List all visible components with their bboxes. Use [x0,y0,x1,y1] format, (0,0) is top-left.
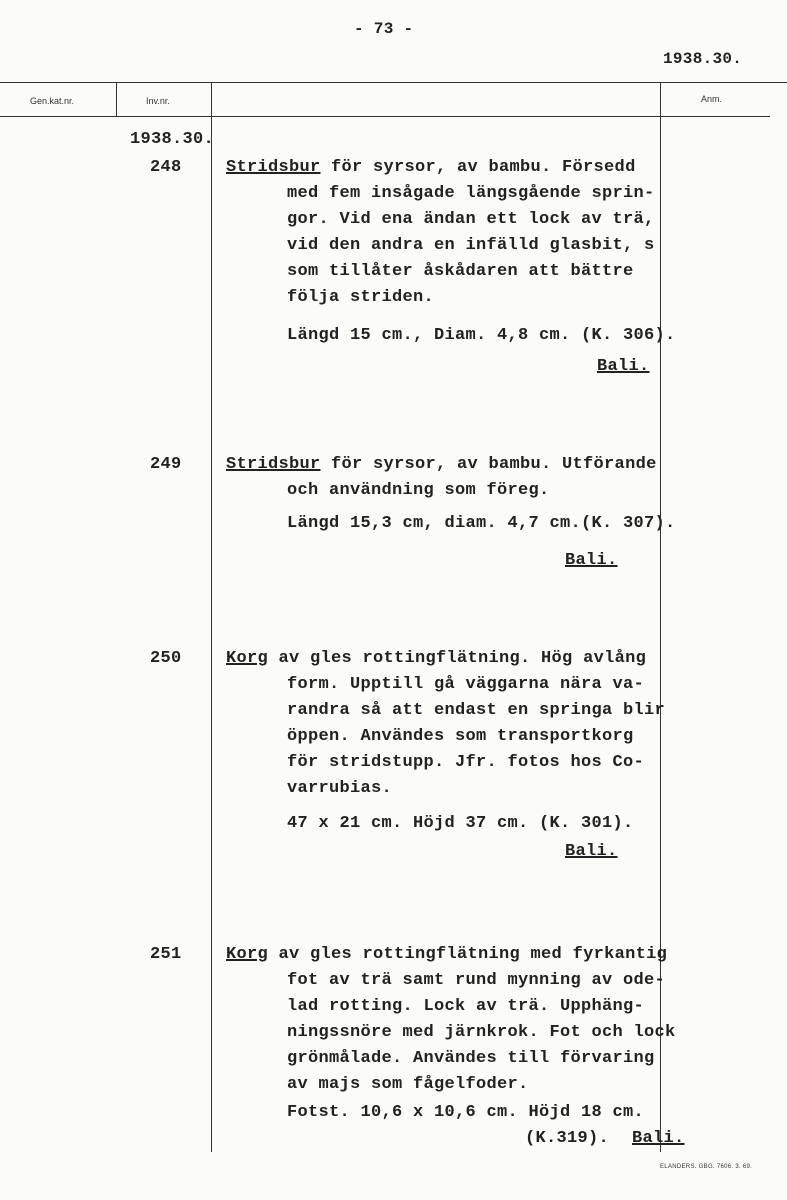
entry-line: för stridstupp. Jfr. fotos hos Co- [287,753,645,772]
entry-number: 248 [150,158,182,177]
entry-number: 251 [150,945,182,964]
col-header-gen-kat: Gen.kat.nr. [30,96,75,106]
entry-origin: Bali. [597,357,650,376]
group-number: 1938.30. [130,130,215,149]
entry-first-line [226,945,667,964]
col-header-inv: Inv.nr. [146,96,170,106]
entry-line: ningssnöre med järnkrok. Fot och lock [287,1023,676,1042]
entry-first-rest: av gles rottingflätning. Hög avlång [268,649,647,668]
col-divider-3 [660,82,661,1152]
entry-line: med fem insågade längsgående sprin- [287,184,655,203]
entry-title: Stridsbur [226,158,321,177]
entry-measure: Längd 15,3 cm, diam. 4,7 cm.(K. 307). [287,514,676,533]
entry-title: Korg [226,945,269,964]
entry-line: form. Upptill gå väggarna nära va- [287,675,645,694]
entry-origin: Bali. [632,1129,685,1148]
entry-first-line [226,158,636,177]
entry-origin: Bali. [565,551,618,570]
page-number: - 73 - [354,20,414,38]
entry-title: Stridsbur [226,455,321,474]
entry-line: fot av trä samt rund mynning av ode- [287,971,666,990]
entry-first-rest: av gles rottingflätning med fyrkantig [268,945,668,964]
entry-line: följa striden. [287,288,435,307]
printer-imprint: ELANDERS. GBG. 7606. 3. 69. [660,1164,753,1170]
entry-line: grönmålade. Användes till förvaring [287,1049,655,1068]
accession-header: 1938.30. [663,50,743,68]
entry-line: gor. Vid ena ändan ett lock av trä, [287,210,655,229]
entry-origin: Bali. [565,842,618,861]
entry-first-line [226,649,646,668]
entry-line: randra så att endast en springa blir [287,701,666,720]
entry-line: vid den andra en infälld glasbit, s [287,236,655,255]
entry-line: varrubias. [287,779,393,798]
entry-first-rest: för syrsor, av bambu. Utförande [320,455,657,474]
entry-line: öppen. Användes som transportkorg [287,727,634,746]
header-top-rule [0,82,787,83]
entry-line: lad rotting. Lock av trä. Upphäng- [287,997,645,1016]
entry-measure: (K.319). [525,1129,610,1148]
col-header-anm: Anm. [701,94,723,104]
entry-line: och användning som föreg. [287,481,550,500]
entry-measure: Längd 15 cm., Diam. 4,8 cm. (K. 306). [287,326,676,345]
entry-number: 249 [150,455,182,474]
entry-title: Korg [226,649,269,668]
entry-measure: 47 x 21 cm. Höjd 37 cm. (K. 301). [287,814,634,833]
entry-number: 250 [150,649,182,668]
col-divider-2 [211,82,212,1152]
entry-first-rest: för syrsor, av bambu. Försedd [320,158,636,177]
col-divider-1 [116,82,117,117]
entry-first-line [226,455,657,474]
entry-line: som tillåter åskådaren att bättre [287,262,634,281]
entry-line: Fotst. 10,6 x 10,6 cm. Höjd 18 cm. [287,1103,645,1122]
entry-line: av majs som fågelfoder. [287,1075,529,1094]
